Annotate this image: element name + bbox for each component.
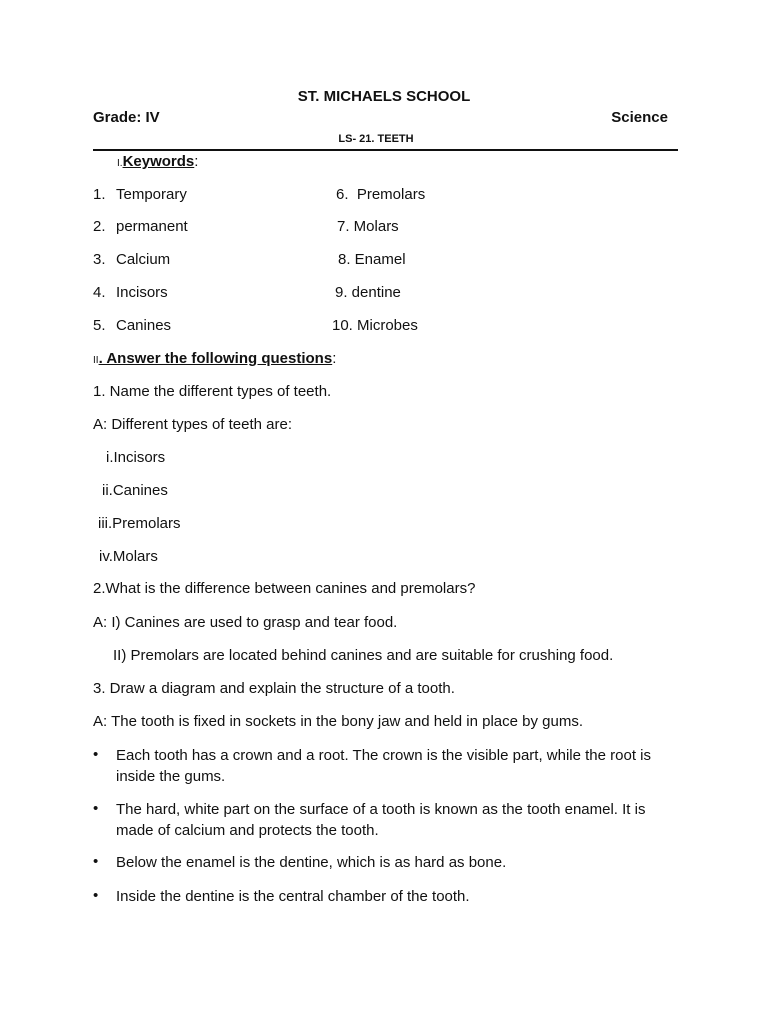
answer-3: A: The tooth is fixed in sockets in the bony jaw and held in place by gums. <box>93 713 584 730</box>
keyword-term: Incisors <box>116 284 168 301</box>
section-numeral: I. <box>117 158 123 169</box>
bullet-text: Below the enamel is the dentine, which is as hard as bone. <box>116 854 507 871</box>
answer-1-item: i.Incisors <box>106 449 166 466</box>
keyword-number: 2. <box>93 218 106 235</box>
bullet-marker: • <box>93 746 99 763</box>
keyword-item <box>93 186 187 203</box>
answer-1: A: Different types of teeth are: <box>93 416 292 433</box>
bullet-text: Inside the dentine is the central chamber of the tooth. <box>116 888 470 905</box>
answer-1-item: iv.Molars <box>99 548 158 565</box>
section-title: . Answer the following questions <box>98 350 333 367</box>
keyword-item: 10. Microbes <box>332 317 418 334</box>
section-numeral: II <box>93 355 99 366</box>
school-name: ST. MICHAELS SCHOOL <box>297 88 471 105</box>
keyword-number: 1. <box>93 186 106 203</box>
lesson-title: LS- 21. TEETH <box>338 133 414 145</box>
keyword-term: Temporary <box>116 186 187 203</box>
keyword-item <box>93 284 168 301</box>
bullet-marker: • <box>93 887 99 904</box>
question-3: 3. Draw a diagram and explain the structure of a tooth. <box>93 680 455 697</box>
keyword-number: 4. <box>93 284 106 301</box>
keyword-number: 3. <box>93 251 106 268</box>
answer-1-item: iii.Premolars <box>98 515 181 532</box>
section-title: Keywords <box>122 153 195 170</box>
keyword-number: 5. <box>93 317 106 334</box>
keyword-term: Canines <box>116 317 172 334</box>
subject-label: Science <box>611 109 668 126</box>
keyword-item: 9. dentine <box>335 284 401 301</box>
keyword-term: Calcium <box>116 251 171 268</box>
bullet-text: Each tooth has a crown and a root. The crown is the visible part, while the root is inside the gums. <box>116 747 652 785</box>
questions-heading <box>93 350 336 367</box>
keyword-term: permanent <box>116 218 188 235</box>
grade-label: Grade: IV <box>93 109 160 126</box>
bullet-marker: • <box>93 853 99 870</box>
bullet-marker: • <box>93 800 99 817</box>
answer-1-item: ii.Canines <box>102 482 168 499</box>
keyword-item <box>93 317 171 334</box>
answer-2-part-1: A: I) Canines are used to grasp and tear food. <box>93 614 398 631</box>
section-colon: : <box>332 350 337 367</box>
header-divider <box>93 149 678 151</box>
keyword-item <box>93 218 188 235</box>
answer-2-part-2: II) Premolars are located behind canines and are suitable for crushing food. <box>113 647 614 664</box>
section-colon: : <box>194 153 199 170</box>
keyword-item <box>93 251 170 268</box>
question-2: 2.What is the difference between canines and premolars? <box>93 580 476 597</box>
question-1: 1. Name the different types of teeth. <box>93 383 332 400</box>
bullet-text: The hard, white part on the surface of a tooth is known as the tooth enamel. It is made of calcium and protects the tooth. <box>116 801 646 839</box>
keyword-item: 6. Premolars <box>336 186 426 203</box>
keyword-item: 8. Enamel <box>338 251 406 268</box>
keywords-heading <box>117 153 198 170</box>
keyword-item: 7. Molars <box>337 218 399 235</box>
